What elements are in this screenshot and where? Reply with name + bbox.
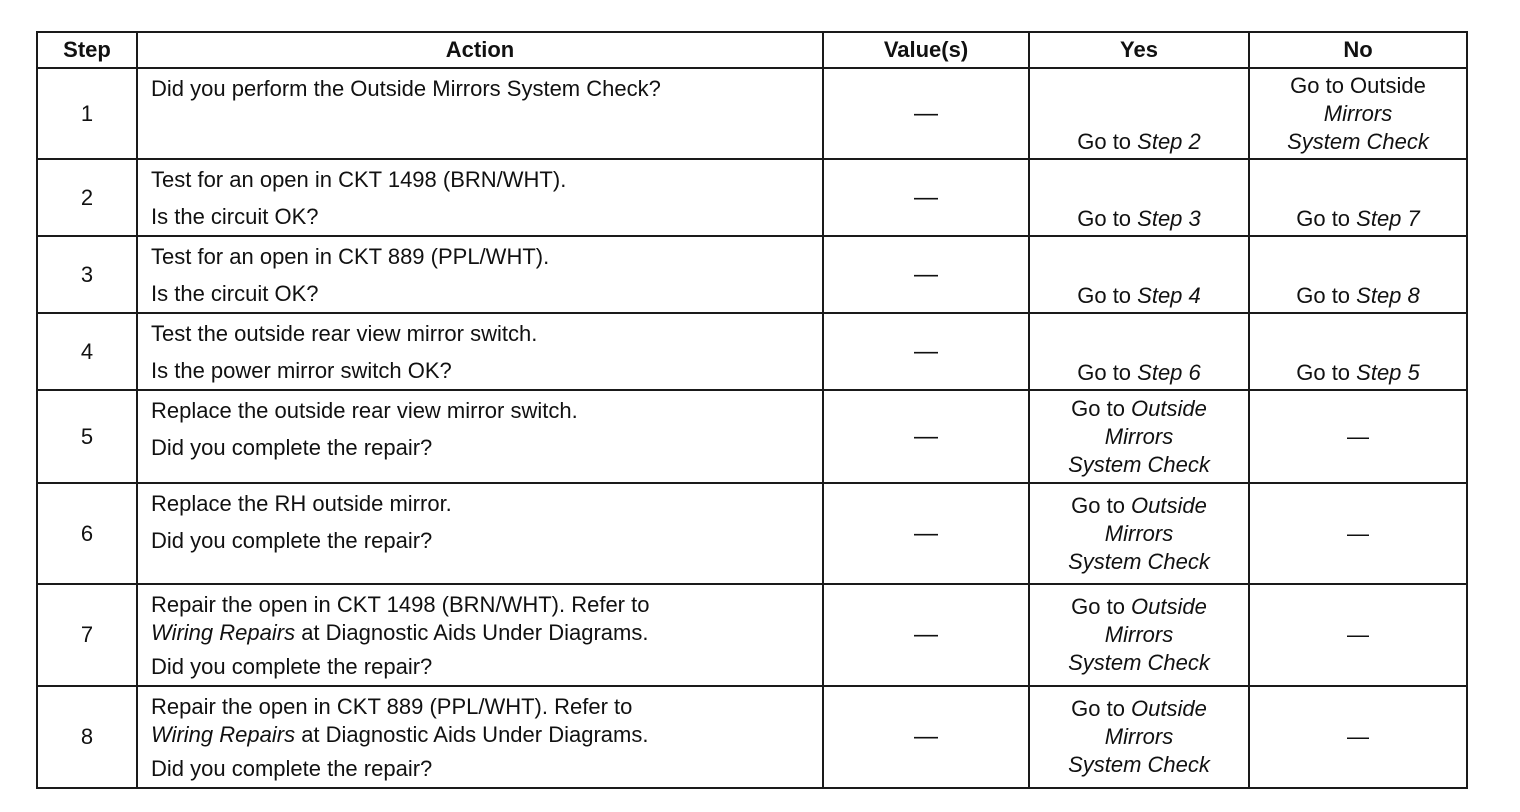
yes-cell bbox=[1029, 68, 1249, 159]
step-number: 6 bbox=[37, 483, 137, 584]
no-cell bbox=[1249, 68, 1467, 159]
action-question: Did you complete the repair? bbox=[151, 756, 433, 781]
table-row bbox=[37, 584, 1467, 686]
yes-target-line: Mirrors bbox=[1104, 724, 1174, 749]
wiring-repairs-ref: Wiring Repairs bbox=[151, 620, 296, 645]
yes-prefix: Go to bbox=[1077, 129, 1138, 154]
yes-target: Step 2 bbox=[1137, 129, 1201, 154]
yes-target: Outside bbox=[1131, 395, 1207, 421]
yes-target: Outside bbox=[1131, 492, 1207, 518]
action-cell bbox=[137, 483, 823, 584]
action-question: Is the circuit OK? bbox=[151, 204, 319, 229]
yes-target-line: System Check bbox=[1068, 650, 1210, 675]
yes-target: Step 4 bbox=[1137, 283, 1201, 308]
action-text: Replace the outside rear view mirror switch. bbox=[151, 398, 578, 423]
table-row bbox=[37, 236, 1467, 313]
yes-target: Outside bbox=[1131, 696, 1207, 721]
yes-cell bbox=[1029, 313, 1249, 390]
step-number: 3 bbox=[37, 236, 137, 313]
no-cell bbox=[1249, 236, 1467, 313]
action-text: Repair the open in CKT 1498 (BRN/WHT). Refer to bbox=[151, 592, 650, 617]
no-target: Step 5 bbox=[1356, 360, 1420, 385]
yes-prefix: Go to bbox=[1071, 492, 1132, 518]
yes-prefix: Go to bbox=[1071, 594, 1132, 619]
header-step: Step bbox=[37, 32, 137, 68]
action-question: Is the circuit OK? bbox=[151, 281, 319, 306]
action-text: Replace the RH outside mirror. bbox=[151, 491, 452, 516]
action-text: Test the outside rear view mirror switch. bbox=[151, 321, 538, 346]
no-line: Mirrors bbox=[1323, 100, 1393, 126]
yes-target-line: System Check bbox=[1068, 752, 1210, 777]
table-row bbox=[37, 159, 1467, 236]
header-action: Action bbox=[137, 32, 823, 68]
action-cell bbox=[137, 584, 823, 686]
action-text: Repair the open in CKT 889 (PPL/WHT). Refer to bbox=[151, 694, 633, 719]
action-question: Did you complete the repair? bbox=[151, 435, 433, 460]
value-cell: — bbox=[823, 159, 1029, 236]
yes-prefix: Go to bbox=[1077, 206, 1138, 231]
action-cell bbox=[137, 159, 823, 236]
action-text: Test for an open in CKT 889 (PPL/WHT). bbox=[151, 244, 550, 269]
no-prefix: Go to bbox=[1296, 206, 1357, 231]
header-row bbox=[37, 32, 1467, 68]
action-cell bbox=[137, 390, 823, 483]
value-cell: — bbox=[823, 483, 1029, 584]
table-row bbox=[37, 68, 1467, 159]
action-cell bbox=[137, 68, 823, 159]
yes-cell bbox=[1029, 159, 1249, 236]
table-row bbox=[37, 483, 1467, 584]
no-cell: — bbox=[1249, 686, 1467, 788]
no-cell: — bbox=[1249, 584, 1467, 686]
yes-prefix: Go to bbox=[1077, 283, 1138, 308]
action-question: Did you complete the repair? bbox=[151, 654, 433, 679]
value-cell: — bbox=[823, 390, 1029, 483]
no-cell: — bbox=[1249, 390, 1467, 483]
action-text: Did you perform the Outside Mirrors System Check? bbox=[151, 76, 661, 101]
yes-target-line: System Check bbox=[1068, 451, 1210, 477]
no-prefix: Go to bbox=[1296, 360, 1357, 385]
no-line: System Check bbox=[1287, 128, 1429, 154]
header-values: Value(s) bbox=[823, 32, 1029, 68]
yes-cell bbox=[1029, 236, 1249, 313]
table-row bbox=[37, 686, 1467, 788]
step-number: 2 bbox=[37, 159, 137, 236]
yes-prefix: Go to bbox=[1071, 395, 1132, 421]
yes-target-line: Mirrors bbox=[1104, 423, 1174, 449]
yes-cell bbox=[1029, 686, 1249, 788]
header-no: No bbox=[1249, 32, 1467, 68]
action-text-cont: at Diagnostic Aids Under Diagrams. bbox=[295, 722, 649, 747]
diagnostic-table bbox=[36, 31, 1468, 789]
table-row bbox=[37, 313, 1467, 390]
value-cell: — bbox=[823, 584, 1029, 686]
yes-prefix: Go to bbox=[1071, 696, 1132, 721]
yes-cell bbox=[1029, 483, 1249, 584]
yes-target: Step 3 bbox=[1137, 206, 1201, 231]
action-question: Is the power mirror switch OK? bbox=[151, 358, 452, 383]
no-target: Step 7 bbox=[1356, 206, 1420, 231]
yes-target-line: Mirrors bbox=[1104, 622, 1174, 647]
no-prefix: Go to bbox=[1296, 283, 1357, 308]
step-number: 5 bbox=[37, 390, 137, 483]
value-cell: — bbox=[823, 686, 1029, 788]
wiring-repairs-ref: Wiring Repairs bbox=[151, 722, 296, 747]
action-question: Did you complete the repair? bbox=[151, 528, 433, 553]
action-text-cont: at Diagnostic Aids Under Diagrams. bbox=[295, 620, 649, 645]
no-cell: — bbox=[1249, 483, 1467, 584]
yes-target-line: System Check bbox=[1068, 548, 1210, 574]
action-cell bbox=[137, 313, 823, 390]
yes-prefix: Go to bbox=[1077, 360, 1138, 385]
step-number: 4 bbox=[37, 313, 137, 390]
action-text: Test for an open in CKT 1498 (BRN/WHT). bbox=[151, 167, 567, 192]
value-cell: — bbox=[823, 313, 1029, 390]
no-cell bbox=[1249, 159, 1467, 236]
step-number: 1 bbox=[37, 68, 137, 159]
yes-target: Step 6 bbox=[1137, 360, 1201, 385]
yes-target: Outside bbox=[1131, 594, 1207, 619]
header-yes: Yes bbox=[1029, 32, 1249, 68]
value-cell: — bbox=[823, 68, 1029, 159]
no-line: Go to Outside bbox=[1290, 72, 1426, 98]
yes-target-line: Mirrors bbox=[1104, 520, 1174, 546]
action-cell bbox=[137, 236, 823, 313]
yes-cell bbox=[1029, 390, 1249, 483]
action-cell bbox=[137, 686, 823, 788]
yes-cell bbox=[1029, 584, 1249, 686]
step-number: 8 bbox=[37, 686, 137, 788]
no-target: Step 8 bbox=[1356, 283, 1420, 308]
table-row bbox=[37, 390, 1467, 483]
no-cell bbox=[1249, 313, 1467, 390]
value-cell: — bbox=[823, 236, 1029, 313]
step-number: 7 bbox=[37, 584, 137, 686]
